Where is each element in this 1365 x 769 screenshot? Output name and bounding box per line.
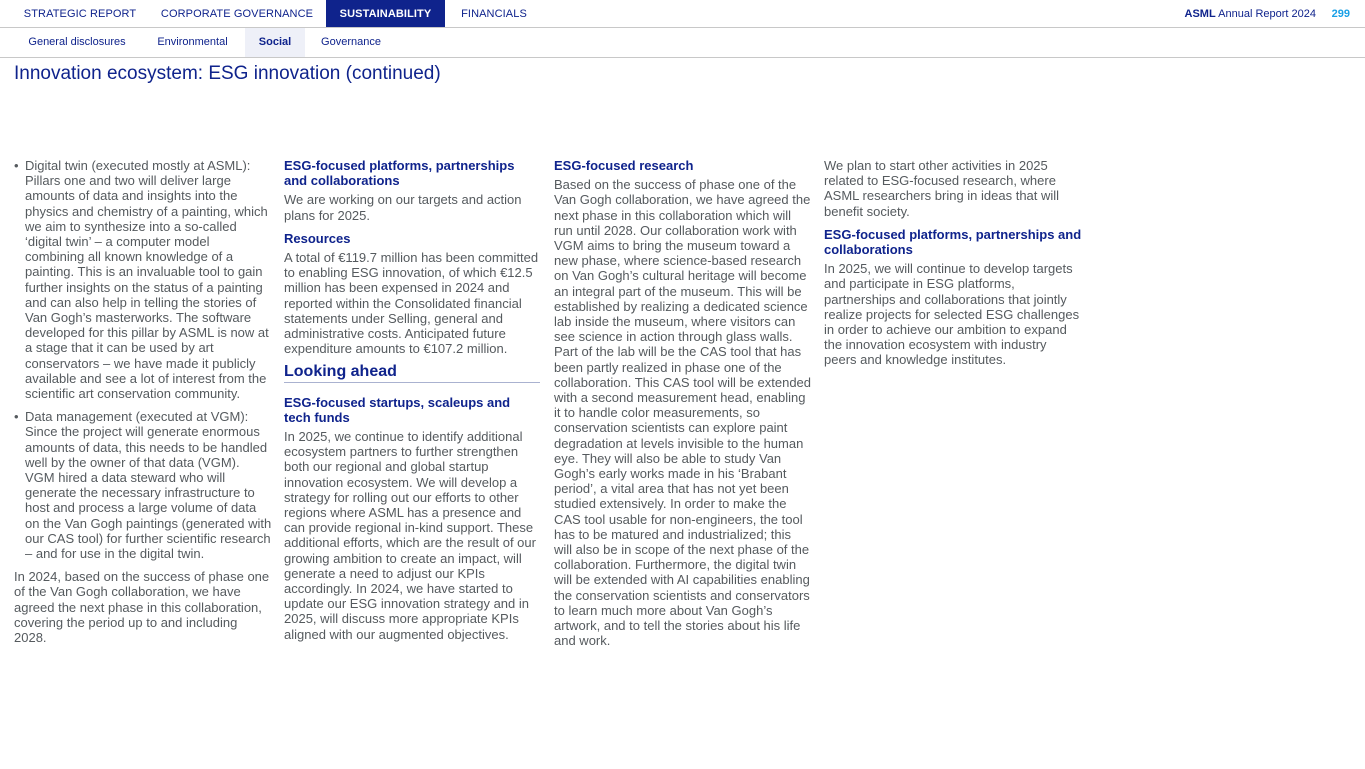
sub-navigation <box>0 28 1365 58</box>
column-4 <box>824 158 1082 376</box>
page-title: Innovation ecosystem: ESG innovation (continued) <box>14 63 441 84</box>
paragraph-resources: A total of €119.7 million has been committed to enabling ESG innovation, of which €12.5 million has been expensed in 2024 and reported within the Consolidated financial statements under Selling, general and administrative costs. Anticipated future expenditure amounts to €107.2 million. <box>284 250 539 357</box>
bullet-digital-twin: • Digital twin (executed mostly at ASML): Pillars one and two will deliver large amounts of data and insights into the physics and chemistry of a painting, which we aim to synthesize into a so-called ‘digital twin’ – a computer model combining all known knowledge of a painting. This is an invaluable tool to gain further insights on the status of a painting and can also help in telling the stories of Van Gogh’s masterworks. The software developed for this pillar by ASML is now at a stage that it can be used by art conservators – we have made it publicly available and see a lot of interest from the scientific art conservation community. <box>14 158 272 401</box>
column-3 <box>554 158 812 657</box>
tab-financials[interactable]: FINANCIALS <box>461 8 527 20</box>
paragraph-platforms-2025: In 2025, we will continue to develop targets and participate in ESG platforms, partnerships and collaborations that jointly realize projects for selected ESG challenges in order to achieve our ambition to expand the innovation ecosystem with industry peers and knowledge institutes. <box>824 261 1080 368</box>
paragraph-next-phase: In 2024, based on the success of phase one of the Van Gogh collaboration, we have agreed the next phase in this collaboration, covering the period up to and including 2028. <box>14 569 270 646</box>
top-navigation <box>0 0 1365 28</box>
paragraph-research: Based on the success of phase one of the Van Gogh collaboration, we have agreed the next phase in this collaboration which will run until 2028. Our collaboration work with VGM aims to bring the museum toward a new phase, where science-based research on Van Gogh’s cultural heritage will become an integral part of the museum. This will be established by realizing a dedicated science lab inside the museum, where visitors can see science in action through glass walls. Part of the lab will be the CAS tool that has been partly realized in phase one of the collaboration. This CAS tool will be extended with a second measurement head, enabling it to handle color measurements, so conservation scientists can explore paint degradation at levels invisible to the human eye. They will also be able to study Van Gogh’s early works made in his ‘Brabant period’, a vital area that has not yet been studied extensively. In order to make the CAS tool usable for non-engineers, the tool has to be matured and industrialized; this will also be in scope of the next phase of the collaboration. Furthermore, the digital twin will be extended with AI capabilities enabling the conservation scientists and conservators to learn much more about Van Gogh’s artwork, and to tell the stories about his life and work. <box>554 177 812 649</box>
tab-corporate-governance[interactable]: CORPORATE GOVERNANCE <box>160 8 314 20</box>
subtab-general-disclosures[interactable]: General disclosures <box>28 36 126 48</box>
heading-resources: Resources <box>284 230 351 246</box>
paragraph-startups: In 2025, we continue to identify additional ecosystem partners to further strengthen both our regional and global startup innovation ecosystem. We will develop a strategy for rolling out our efforts to other regions where ASML has a presence and can provide regional in-kind support. These additional efforts, which are the result of our growing ambition to create an impact, will generate a need to adjust our KPIs accordingly. In 2024, we have started to update our ESG innovation strategy and in 2025, will discuss more appropriate KPIs aligned with our augmented objectives. <box>284 429 536 642</box>
bullet-data-management: • Data management (executed at VGM): Since the project will generate enormous amounts of data, this needs to be handled well by the owner of that data (VGM). VGM hired a data steward who will generate the necessary infrastructure to host and process a large volume of data on the Van Gogh paintings (generated with our CAS tool) for further scientific research – and for use in the digital twin. <box>14 409 272 561</box>
report-brand <box>1185 0 1316 28</box>
tab-sustainability[interactable]: SUSTAINABILITY <box>326 0 445 27</box>
heading-platforms-2025: ESG-focused platforms, partnerships and collaborations <box>824 226 1082 258</box>
paragraph-targets: We are working on our targets and action plans for 2025. <box>284 192 522 223</box>
tab-strategic-report[interactable]: STRATEGIC REPORT <box>23 8 137 20</box>
heading-startups: ESG-focused startups, scaleups and tech funds <box>284 394 511 425</box>
subtab-social[interactable]: Social <box>245 28 305 57</box>
heading-research: ESG-focused research <box>554 158 694 173</box>
brand-report-title: Annual Report 2024 <box>1215 8 1316 20</box>
heading-platforms: ESG-focused platforms, partnerships and collaborations <box>284 158 515 189</box>
subtab-environmental[interactable]: Environmental <box>157 36 228 48</box>
brand-name: ASML <box>1184 8 1216 20</box>
column-1 <box>14 158 272 653</box>
section-heading-looking-ahead: Looking ahead <box>284 364 540 382</box>
subtab-governance[interactable]: Governance <box>321 36 381 48</box>
bullet-list <box>14 158 272 561</box>
column-2 <box>284 158 540 650</box>
page-number: 299 <box>1331 8 1350 20</box>
paragraph-other-activities: We plan to start other activities in 2025 related to ESG-focused research, where ASML researchers bring in ideas that will benefit society. <box>824 158 1060 219</box>
